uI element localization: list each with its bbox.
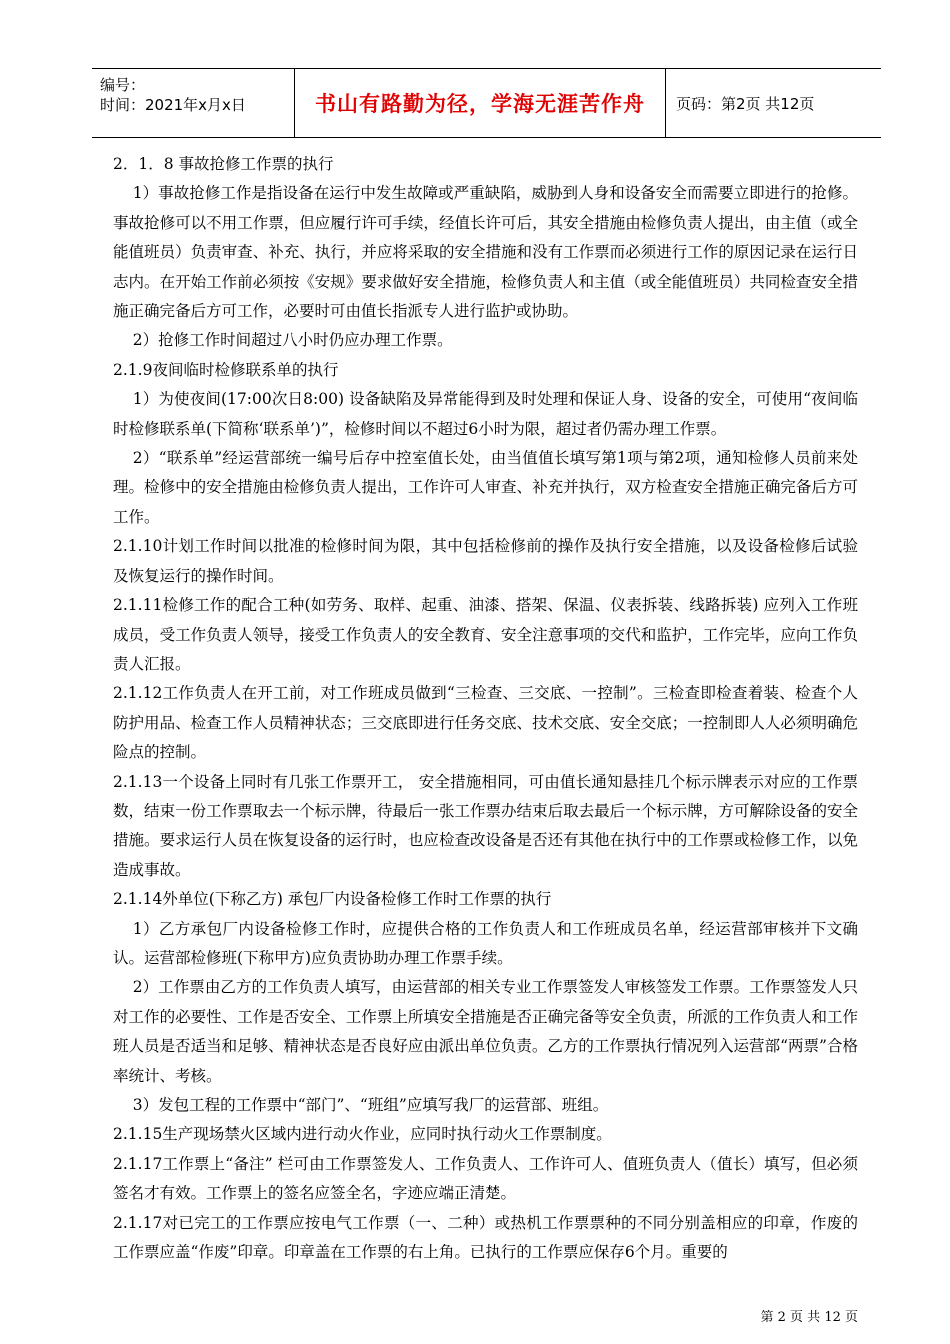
header-page-number: 页码：第2页 共12页	[676, 94, 815, 113]
paragraph: 2.1.9夜间临时检修联系单的执行	[113, 360, 339, 379]
header-motto: 书山有路勤为径，学海无涯苦作舟	[294, 69, 666, 137]
paragraph: 2）工作票由乙方的工作负责人填写，由运营部的相关专业工作票签发人审核签发工作票。工作票签发人只对工作的必要性、工作是否安全、工作票上所填安全措施是否正确完备等安全负责，所派的工作负责人和工作班人员是否适当和足够、精神状态是否良好应由派出单位负责。乙方的工作票执行情况列入运营部“两票”合格率统计、考核。	[113, 978, 858, 1085]
paragraph: 1）事故抢修工作是指设备在运行中发生故障或严重缺陷，威胁到人身和设备安全而需要立即进行的抢修。事故抢修可以不用工作票，但应履行许可手续，经值长许可后，其安全措施由检修负责人提出，由主值（或全能值班员）负责审查、补充、执行，并应将采取的安全措施和没有工作票而必须进行工作的原因记录在运行日志内。在开始工作前必须按《安规》要求做好安全措施，检修负责人和主值（或全能值班员）共同检查安全措施正确完备后方可工作，必要时可由值长指派专人进行监护或协助。	[113, 184, 858, 321]
paragraph: 2.1.15生产现场禁火区域内进行动火作业，应同时执行动火工作票制度。	[113, 1125, 612, 1144]
paragraph: 1）为使夜间(17:00次日8:00) 设备缺陷及异常能得到及时处理和保证人身、设备的安全，可使用“夜间临时检修联系单(下简称‘联系单’)”，检修时间以不超过6小时为限，超过者仍需办理工作票。	[113, 390, 858, 438]
paragraph: 2.1.11检修工作的配合工种(如劳务、取样、起重、油漆、搭架、保温、仪表拆装、线路拆装) 应列入工作班成员，受工作负责人领导，接受工作负责人的安全教育、安全注意事项的交代和监护，工作完毕，应向工作负责人汇报。	[113, 596, 858, 673]
paragraph: 2.1.17工作票上“备注” 栏可由工作票签发人、工作负责人、工作许可人、值班负责人（值长）填写，但必须签名才有效。工作票上的签名应签全名，字迹应端正清楚。	[113, 1154, 858, 1203]
paragraph: 3）发包工程的工作票中“部门”、“班组”应填写我厂的运营部、班组。	[132, 1096, 609, 1114]
page-header	[92, 68, 881, 138]
document-body	[113, 150, 858, 1267]
header-meta	[92, 69, 294, 137]
paragraph: 2.1.13一个设备上同时有几张工作票开工， 安全措施相同，可由值长通知悬挂几个标示牌表示对应的工作票数，结束一份工作票取去一个标示牌，待最后一张工作票办结束后取去最后一个标示牌，方可解除设备的安全措施。要求运行人员在恢复设备的运行时，也应检查改设备是否还有其他在执行中的工作票或检修工作，以免造成事故。	[113, 772, 858, 879]
paragraph: 2.1.10计划工作时间以批准的检修时间为限，其中包括检修前的操作及执行安全措施，以及设备检修后试验及恢复运行的操作时间。	[113, 537, 858, 585]
paragraph: 2.1.17对已完工的工作票应按电气工作票（一、二种）或热机工作票票种的不同分别盖相应的印章，作废的工作票应盖“作废”印章。印章盖在工作票的右上角。已执行的工作票应保存6个月。重要的	[113, 1213, 858, 1262]
document-time-label: 时间：2021年x月x日	[100, 96, 246, 114]
paragraph: 2）抢修工作时间超过八小时仍应办理工作票。	[132, 331, 453, 350]
paragraph: 2．1．8 事故抢修工作票的执行	[113, 155, 334, 173]
paragraph: 1）乙方承包厂内设备检修工作时，应提供合格的工作负责人和工作班成员名单，经运营部审核并下文确认。运营部检修班(下称甲方)应负责协助办理工作票手续。	[113, 919, 858, 967]
document-number-label: 编号：	[100, 76, 146, 94]
paragraph: 2.1.14外单位(下称乙方) 承包厂内设备检修工作时工作票的执行	[113, 890, 552, 909]
paragraph: 2.1.12工作负责人在开工前，对工作班成员做到“三检查、三交底、一控制”。三检查即检查着装、检查个人防护用品、检查工作人员精神状态；三交底即进行任务交底、技术交底、安全交底；一控制即人人必须明确危险点的控制。	[113, 684, 858, 762]
paragraph: 2）“联系单”经运营部统一编号后存中控室值长处，由当值值长填写第1项与第2项，通知检修人员前来处理。检修中的安全措施由检修负责人提出，工作许可人审查、补充并执行，双方检查安全措施正确完备后方可工作。	[113, 449, 858, 526]
page-footer: 第 2 页 共 12 页	[760, 1310, 858, 1325]
